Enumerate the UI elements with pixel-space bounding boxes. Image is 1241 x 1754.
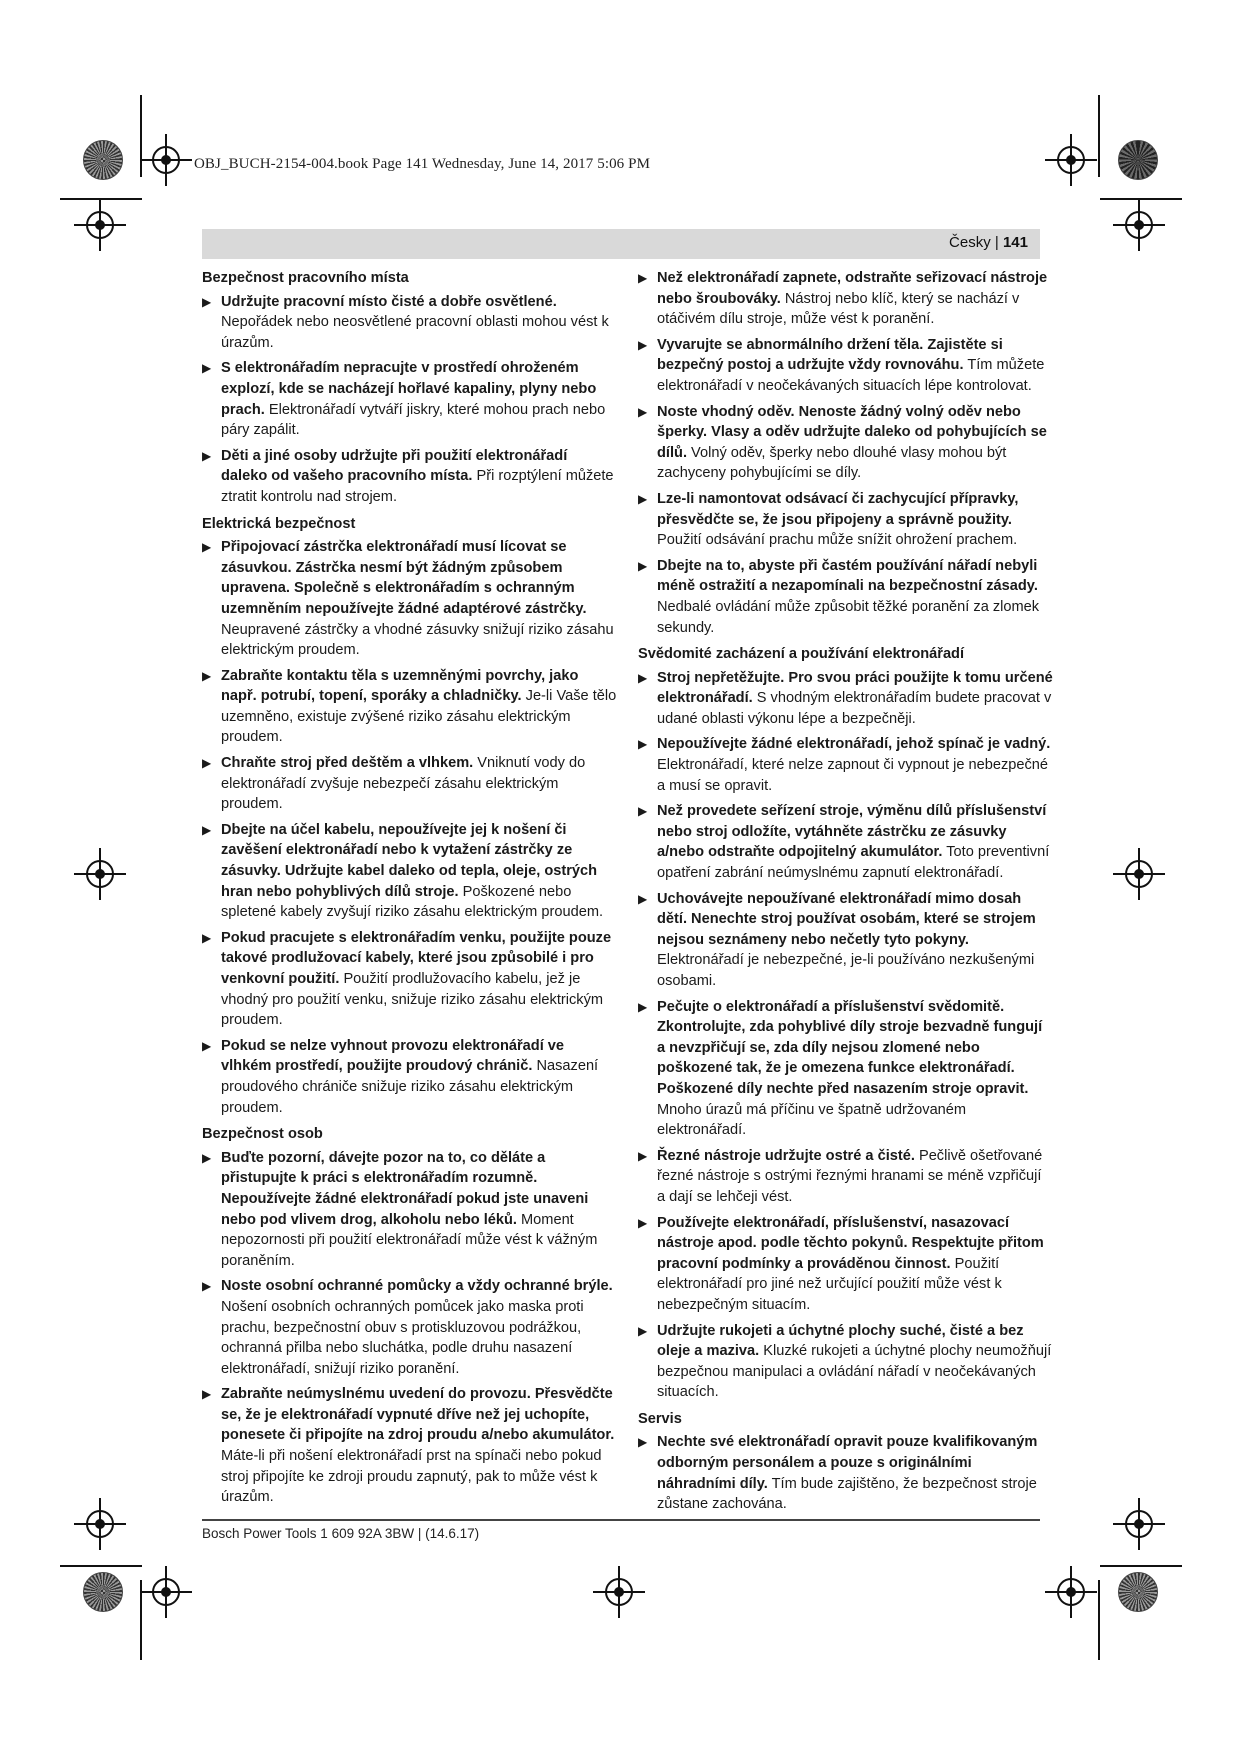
- item-bold-text: Nepoužívejte žádné elektronářadí, jehož spínač je vadný.: [657, 736, 1051, 753]
- left-column: [202, 268, 617, 1513]
- item-bold-text: Děti a jiné osoby udržujte při použití elektronářadí daleko od vašeho pracovního místa.: [221, 447, 568, 485]
- item-bold-text: Stroj nepřetěžujte. Pro svou práci použijte k tomu určené elektronářadí.: [657, 669, 1053, 707]
- bullet-arrow-icon: ▶: [638, 337, 648, 352]
- list-item: [638, 889, 1053, 992]
- section-heading: Svědomité zacházení a používání elektronářadí: [638, 646, 965, 663]
- list-item: [202, 292, 617, 354]
- footer-rule: [202, 1519, 1040, 1521]
- item-text: Mnoho úrazů má příčinu ve špatně udržovaném elektronářadí.: [657, 1101, 967, 1139]
- item-bold-text: Pokud pracujete s elektronářadím venku, použijte pouze takové prodlužovací kabely, které jsou způsobilé i pro venkovní použití.: [221, 929, 612, 987]
- list-item: [638, 402, 1053, 484]
- bullet-arrow-icon: ▶: [202, 1150, 212, 1165]
- item-bold-text: Lze-li namontovat odsávací či zachycující přípravky, přesvědčte se, že jsou připojeny a správně použity.: [657, 490, 1019, 528]
- registration-mark-icon: [152, 1578, 180, 1606]
- footer: Bosch Power Tools 1 609 92A 3BW | (14.6.17): [202, 1526, 480, 1541]
- bullet-arrow-icon: ▶: [638, 491, 648, 506]
- item-bold-text: Buďte pozorní, dávejte pozor na to, co děláte a přistupujte k práci s elektronářadím rozumně. Nepoužívejte žádné elektronářadí pokud jste unaveni nebo pod vlivem drog, alkoholu nebo léků.: [221, 1149, 589, 1228]
- item-text: Neupravené zástrčky a vhodné zásuvky snižují riziko zásahu elektrickým proudem.: [221, 621, 614, 659]
- item-bold-text: Noste vhodný oděv. Nenoste žádný volný oděv nebo šperky. Vlasy a oděv udržujte daleko od pohybujících se dílů.: [657, 403, 1047, 461]
- bullet-arrow-icon: ▶: [638, 404, 648, 419]
- crop-mark: [60, 1565, 142, 1567]
- bullet-arrow-icon: ▶: [638, 999, 648, 1014]
- item-text: Elektronářadí, které nelze zapnout či vypnout je nebezpečné a musí se opravit.: [657, 757, 1049, 794]
- item-text: S vhodným elektronářadím budete pracovat v udané oblasti výkonu lépe a bezpečněji.: [657, 690, 1052, 727]
- crop-mark: [1098, 95, 1100, 177]
- crop-mark: [1100, 198, 1182, 200]
- list-item: [638, 734, 1053, 796]
- item-bold-text: Udržujte pracovní místo čisté a dobře osvětlené.: [221, 293, 557, 310]
- list-item: [202, 820, 617, 923]
- item-text: Elektronářadí je nebezpečné, je-li používáno nezkušenými osobami.: [657, 952, 1035, 989]
- bullet-arrow-icon: ▶: [638, 1323, 648, 1338]
- item-text: Při rozptýlení můžete ztratit kontrolu nad strojem.: [221, 468, 614, 505]
- item-bold-text: S elektronářadím nepracujte v prostředí ohroženém explozí, kde se nacházejí hořlavé kapaliny, plyny nebo prach.: [221, 360, 597, 418]
- list-item: [638, 1213, 1053, 1316]
- item-text: Nasazení proudového chrániče snižuje riziko zásahu elektrickým proudem.: [221, 1058, 599, 1116]
- item-bold-text: Noste osobní ochranné pomůcky a vždy ochranné brýle.: [221, 1278, 613, 1295]
- bullet-arrow-icon: ▶: [202, 1279, 212, 1294]
- bullet-arrow-icon: ▶: [202, 756, 212, 771]
- right-column: [638, 268, 1053, 1520]
- list-item: [638, 997, 1053, 1141]
- item-bold-text: Používejte elektronářadí, příslušenství, nasazovací nástroje apod. podle těchto pokynů. Respektujte přitom pracovní podmínky a prováděnou činnost.: [657, 1214, 1044, 1272]
- section-heading: Servis: [638, 1410, 682, 1427]
- item-bold-text: Udržujte rukojeti a úchytné plochy suché, čisté a bez oleje a maziva.: [657, 1322, 1024, 1360]
- list-item: [638, 668, 1053, 730]
- list-item: [202, 1148, 617, 1272]
- color-target-icon: [1118, 1572, 1158, 1612]
- item-text: Máte-li při nošení elektronářadí prst na spínači nebo pokud stroj připojíte ke zdroji proudu zapnutý, pak to může vést k úrazům.: [221, 1448, 602, 1506]
- list-item: [638, 1321, 1053, 1403]
- item-bold-text: Než elektronářadí zapnete, odstraňte seřizovací nástroje nebo šroubováky.: [657, 270, 1048, 307]
- item-bold-text: Řezné nástroje udržujte ostré a čisté.: [657, 1147, 915, 1164]
- item-text: Použití odsávání prachu může snížit ohrožení prachem.: [657, 532, 1018, 549]
- item-text: Nedbalé ovládání může způsobit těžké poranění za zlomek sekundy.: [657, 598, 1040, 636]
- registration-mark-icon: [1125, 1510, 1153, 1538]
- item-text: Elektronářadí vytváří jiskry, které mohou prach nebo páry zapálit.: [221, 401, 606, 439]
- bullet-arrow-icon: ▶: [638, 271, 648, 285]
- item-text: Nošení osobních ochranných pomůcek jako maska proti prachu, bezpečnostní obuv s protiskluzovou podrážkou, ochranná přilba nebo sluchátka, podle druhu nasazení elektronářadí, snižují riziko poranění.: [221, 1298, 584, 1377]
- item-bold-text: Připojovací zástrčka elektronářadí musí lícovat se zásuvkou. Zástrčka nesmí být žádným způsobem upravena. Společně s elektronářadím s ochranným uzemněním nepoužívejte žádné adaptérové zástrčky.: [221, 539, 587, 617]
- item-bold-text: Nechte své elektronářadí opravit pouze kvalifikovaným odborným personálem a pouze s originálními náhradními díly.: [657, 1434, 1038, 1492]
- bullet-arrow-icon: ▶: [638, 670, 648, 685]
- header-language: Česky: [949, 234, 991, 251]
- section-heading: Bezpečnost osob: [202, 1126, 323, 1143]
- bullet-arrow-icon: ▶: [638, 558, 648, 573]
- list-item: [638, 1146, 1053, 1208]
- item-bold-text: Zabraňte neúmyslnému uvedení do provozu. Přesvědčte se, že je elektronářadí vypnuté dříve než jej uchopíte, ponesete či připojíte na zdroj proudu a/nebo akumulátor.: [221, 1386, 615, 1444]
- bullet-arrow-icon: ▶: [202, 540, 212, 555]
- list-item: [202, 1384, 617, 1508]
- list-item: [202, 1276, 617, 1379]
- item-text: Moment nepozornosti při použití elektronářadí může vést k vážným poraněním.: [221, 1211, 598, 1269]
- registration-mark-icon: [1125, 860, 1153, 888]
- registration-mark-icon: [1057, 146, 1085, 174]
- item-bold-text: Chraňte stroj před deštěm a vlhkem.: [221, 755, 474, 772]
- item-bold-text: Pečujte o elektronářadí a příslušenství svědomitě. Zkontrolujte, zda pohyblivé díly stroje bezvadně fungují a nevzpřičují se, zda díly nejsou zlomené nebo poškozené tak, že je omezena funkce elektronářadí. Poškozené díly nechte před nasazením stroje opravit.: [657, 998, 1043, 1097]
- bullet-arrow-icon: ▶: [202, 668, 212, 683]
- list-item: [638, 268, 1053, 330]
- list-item: [202, 1036, 617, 1118]
- item-bold-text: Dbejte na účel kabelu, nepoužívejte jej k nošení či zavěšení elektronářadí nebo k vytažení zástrčky ze zásuvky. Udržujte kabel daleko od tepla, oleje, ostrých hran nebo pohyblivých dílů stroje.: [221, 821, 598, 900]
- page-header: [202, 229, 1040, 259]
- bullet-arrow-icon: ▶: [202, 361, 212, 376]
- bullet-arrow-icon: ▶: [638, 891, 648, 906]
- list-item: [638, 335, 1053, 397]
- item-text: Toto preventivní opatření zabrání neúmyslnému zapnutí elektronářadí.: [657, 844, 1050, 882]
- registration-mark-icon: [86, 1510, 114, 1538]
- item-bold-text: Vyvarujte se abnormálního držení těla. Zajistěte si bezpečný postoj a udržujte vždy rovnováhu.: [657, 336, 1003, 374]
- item-text: Nástroj nebo klíč, který se nachází v otáčivém dílu stroje, může vést k poranění.: [657, 290, 1020, 328]
- list-item: [202, 537, 617, 661]
- item-bold-text: Zabraňte kontaktu těla s uzemněnými povrchy, jako např. potrubí, topení, sporáky a chladničky.: [221, 667, 579, 705]
- crop-mark: [1100, 1565, 1182, 1567]
- bullet-arrow-icon: ▶: [638, 1435, 648, 1450]
- print-info: OBJ_BUCH-2154-004.book Page 141 Wednesday, June 14, 2017 5:06 PM: [194, 156, 651, 172]
- list-item: [638, 489, 1053, 551]
- list-item: [202, 928, 617, 1031]
- color-target-icon: [1118, 140, 1158, 180]
- registration-mark-icon: [152, 146, 180, 174]
- page-number: 141: [1002, 234, 1028, 251]
- bullet-arrow-icon: ▶: [202, 930, 212, 945]
- crop-mark: [140, 95, 142, 177]
- header-separator: |: [990, 234, 1003, 251]
- item-text: Poškozené nebo spletené kabely zvyšují riziko zásahu elektrickým proudem.: [221, 883, 604, 921]
- bullet-arrow-icon: ▶: [638, 1215, 648, 1230]
- item-bold-text: Dbejte na to, abyste při častém používání nářadí nebyli méně ostražití a nezapomínali na bezpečnostní zásady.: [657, 557, 1038, 595]
- registration-mark-icon: [86, 211, 114, 239]
- section-heading: Bezpečnost pracovního místa: [202, 270, 409, 286]
- bullet-arrow-icon: ▶: [202, 822, 212, 837]
- item-bold-text: Uchovávejte nepoužívané elektronářadí mimo dosah dětí. Nenechte stroj používat osobám, které se strojem nejsou seznámeny nebo nečetly tyto pokyny.: [657, 890, 1036, 948]
- list-item: [638, 801, 1053, 883]
- section-heading: Elektrická bezpečnost: [202, 515, 356, 532]
- color-target-icon: [83, 140, 123, 180]
- list-item: [202, 753, 617, 815]
- header-text: [949, 234, 1028, 251]
- item-bold-text: Než provedete seřízení stroje, výměnu dílů příslušenství nebo stroj odložíte, vytáhněte zástrčku ze zásuvky a/nebo odstraňte odpojitelný akumulátor.: [657, 803, 1047, 861]
- item-text: Nepořádek nebo neosvětlené pracovní oblasti mohou vést k úrazům.: [221, 314, 609, 351]
- bullet-arrow-icon: ▶: [638, 804, 648, 819]
- bullet-arrow-icon: ▶: [638, 737, 648, 752]
- item-text: Kluzké rukojeti a úchytné plochy neumožňují bezpečnou manipulaci a ovládání nářadí v neočekávaných situacích.: [657, 1343, 1052, 1401]
- bullet-arrow-icon: ▶: [638, 1148, 648, 1163]
- bullet-arrow-icon: ▶: [202, 1038, 212, 1053]
- item-text: Je-li Vaše tělo uzemněno, existuje zvýšené riziko zásahu elektrickým proudem.: [221, 688, 617, 746]
- registration-mark-icon: [1057, 1578, 1085, 1606]
- list-item: [638, 1432, 1053, 1514]
- item-text: Pečlivě ošetřované řezné nástroje s ostrými řeznými hranami se méně vzpřičují a dají se lehčeji vést.: [657, 1147, 1043, 1205]
- list-item: [202, 358, 617, 440]
- item-text: Tím můžete elektronářadí v neočekávaných situacích lépe kontrolovat.: [657, 357, 1045, 394]
- crop-mark: [1098, 1580, 1100, 1660]
- item-text: Použití prodlužovacího kabelu, jež je vhodný pro použití venku, snižuje riziko zásahu elektrickým proudem.: [221, 971, 604, 1029]
- registration-mark-icon: [86, 860, 114, 888]
- item-bold-text: Pokud se nelze vyhnout provozu elektronářadí ve vlhkém prostředí, použijte proudový chránič.: [221, 1037, 565, 1075]
- item-text: Vniknutí vody do elektronářadí zvyšuje nebezpečí zásahu elektrickým proudem.: [221, 755, 586, 813]
- list-item: [202, 666, 617, 748]
- item-text: Použití elektronářadí pro jiné než určující použití může vést k nebezpečným situacím.: [657, 1255, 1002, 1313]
- item-text: Tím bude zajištěno, že bezpečnost stroje zůstane zachována.: [657, 1475, 1037, 1513]
- registration-mark-icon: [1125, 211, 1153, 239]
- registration-mark-icon: [605, 1578, 633, 1606]
- bullet-arrow-icon: ▶: [202, 294, 212, 309]
- list-item: [202, 446, 617, 508]
- color-target-icon: [83, 1572, 123, 1612]
- bullet-arrow-icon: ▶: [202, 1387, 212, 1402]
- list-item: [638, 556, 1053, 638]
- crop-mark: [60, 198, 142, 200]
- item-text: Volný oděv, šperky nebo dlouhé vlasy mohou být zachyceny pohybujícími se díly.: [657, 444, 1007, 482]
- bullet-arrow-icon: ▶: [202, 448, 212, 463]
